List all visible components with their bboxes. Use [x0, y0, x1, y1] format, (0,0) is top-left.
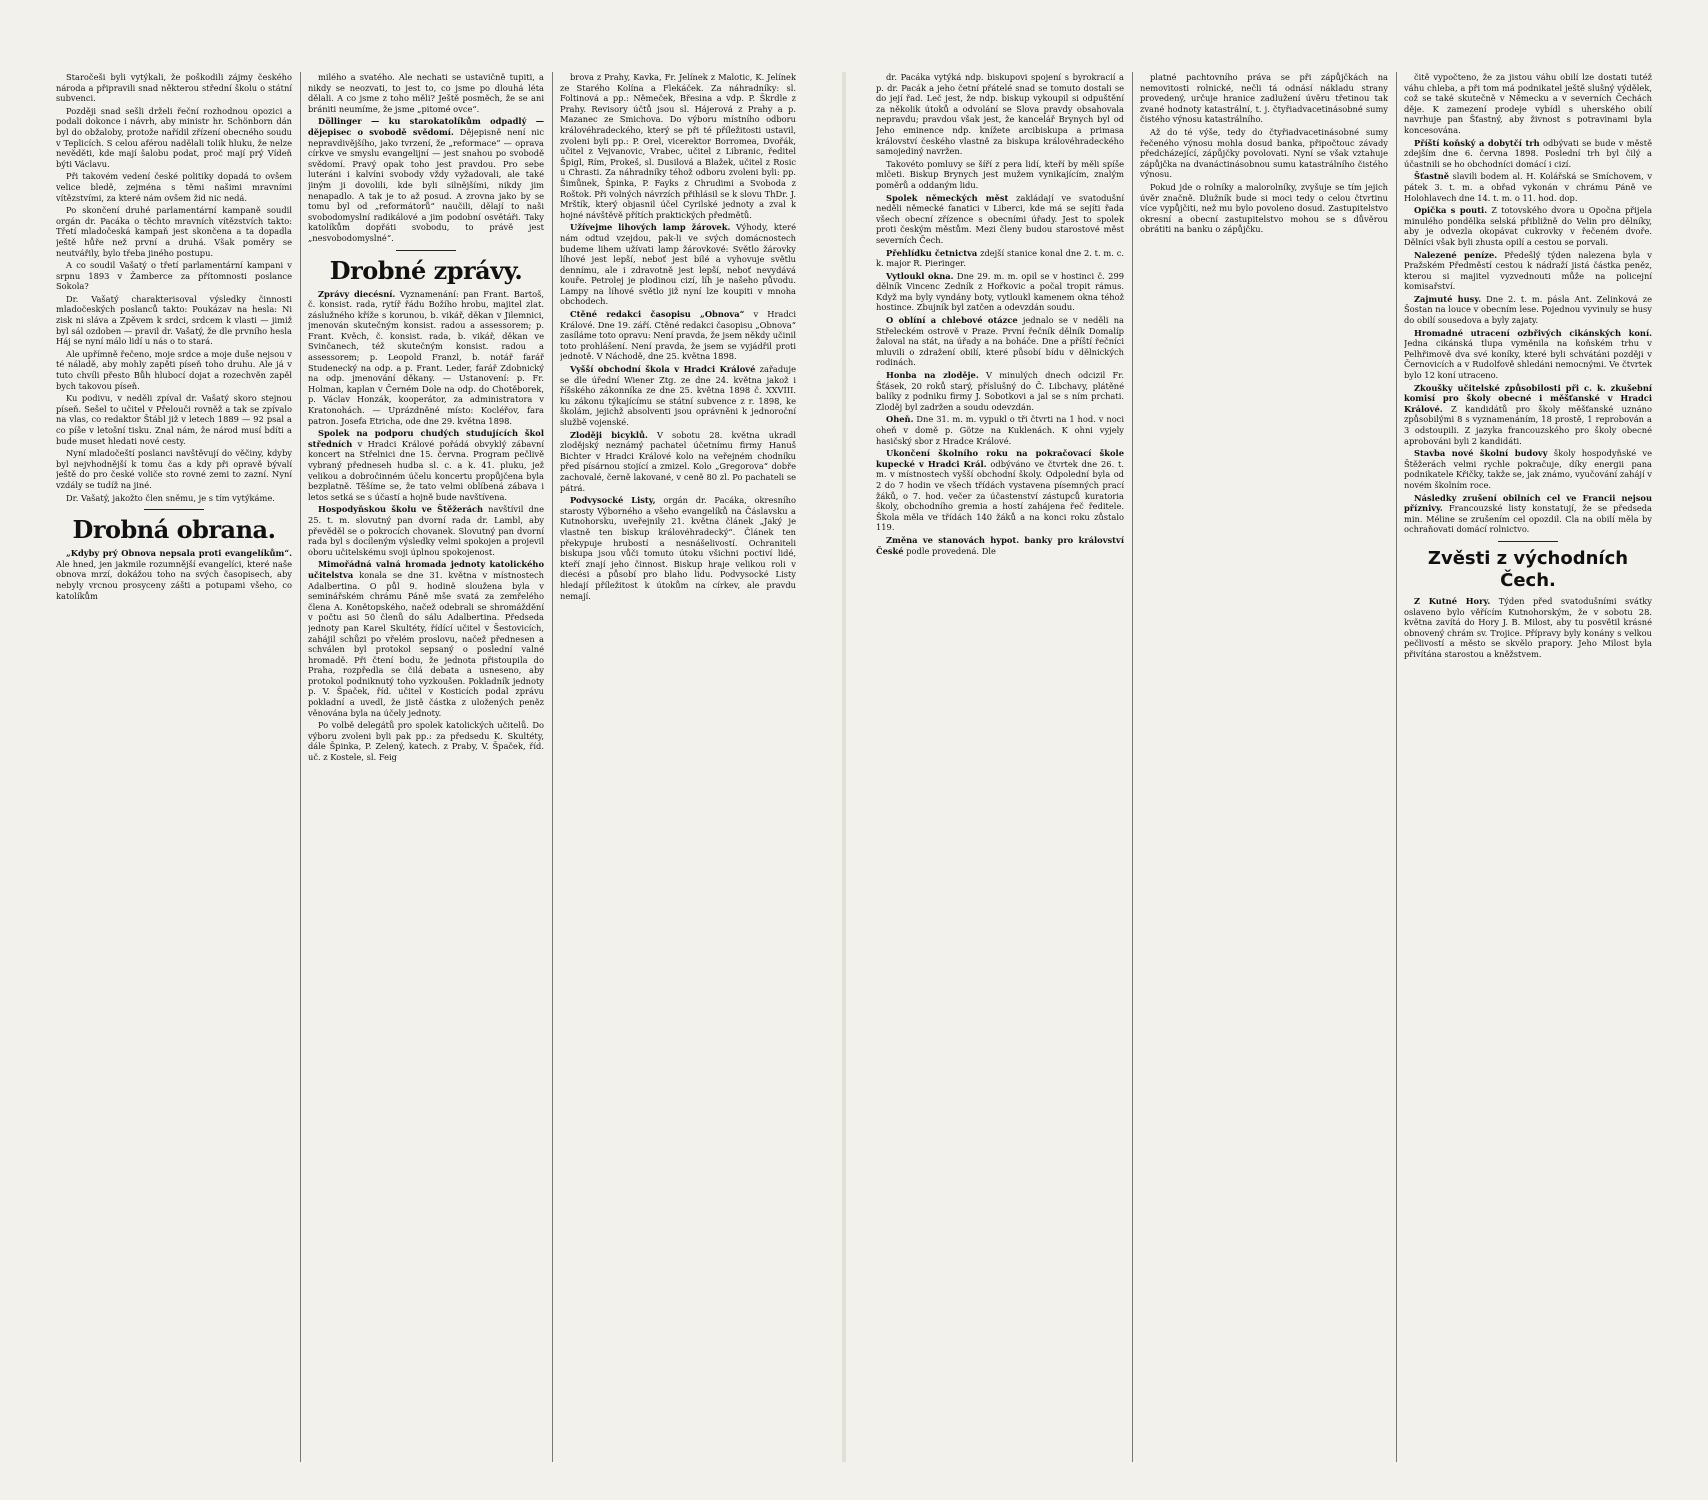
column-rule — [1396, 72, 1397, 1462]
paragraph: platné pachtovního práva se při zápůjčkách na nemovitosti rolnické, nečli tá odnásí nákladu strany provedený, určuje hranice zadlužení úvěru třetinou tak zvané hodnoty katastrální, t. j. čtyřiadvacetinásobné sumy čistého výnosu katastrálního. — [1140, 72, 1388, 125]
article-text: V sobotu 28. května ukradl zlodějský neznámý pachatel účetnímu firmy Hanuš Bichter v Hradci Králové kolo na veřejném chodníku před písárnou stojící a zmizel. Kolo „Gregorova“ dobře zachovalé, černě lakované, v ceně 80 zl. Po pachateli se pátrá. — [560, 429, 796, 493]
article — [308, 289, 544, 427]
left-column-2 — [308, 72, 544, 1462]
article — [560, 495, 796, 601]
article-text: v Hradci Králové. Dne 19. září. Ctěné redakci časopisu „Obnova“ zasíláme toto opravu: Není pravda, že jsem někdy učinil toto prohlášení. Není pravda, že jsem se vyjádřil proti jednotě. V Náchodě, dne 25. května 1898. — [560, 309, 796, 362]
article — [560, 309, 796, 362]
article-text: navštívil dne 25. t. m. slovutný pan dvorní rada dr. Lambl, aby převěděl se o pokrocích chovanek. Slovutný pan dvorní rada byl s docíleným výsledky velmi spokojen a projevil oboru učitelskému svoji úplnou spokojenost. — [308, 504, 544, 557]
article-text: orgán dr. Pacáka, okresního starosty Výborného a všeho evangelíků na Čáslavsku a Kutnohorsku, uveřejnily 21. května článek „Jaký je vlastně ten biskup královéhradecký“. Článek ten překypuje hrubostí a nesnášelivostí. Ochraniteli biskupa jsou vůči tomuto útoku všichni poctiví lidé, kteří znají jeho činnost. Biskup hraje velikou roli v diecési a působí pro blaho lidu. Podvysocké Listy hledají příležitost k útokům na církev, ale pravdu nemají. — [560, 495, 796, 601]
right-column-1 — [876, 72, 1124, 1462]
left-column-3 — [560, 72, 796, 1462]
paragraph: Při takovém vedení české politiky dopadá to ovšem velice bledě, zejména s těmi našimi mravními vítězstvími, za které nám ovšem žid nic nedá. — [56, 171, 292, 203]
article-lead: Podvysocké Listy, — [570, 495, 656, 506]
article — [56, 548, 292, 601]
right-page — [876, 72, 1656, 1462]
article-text: slavili bodem al. H. Kolářská se Smíchovem, v pátek 3. t. m. a obřad vykonán v chrámu Páně ve Holohlavech dne 14. t. m. o 11. hod. dop. — [1404, 171, 1652, 203]
article — [1404, 171, 1652, 203]
article-text: Francouzské listy konstatují, že se předseda min. Méline se zrušením cel opozdil. Cla na obilí měla by ochraňovati domácí rolnictvo. — [1404, 503, 1652, 535]
right-column-3 — [1404, 72, 1652, 1462]
article-lead: Vytloukl okna. — [886, 270, 954, 281]
article-lead: Zloději bicyklů. — [570, 429, 648, 440]
article-lead: Šťastně — [1414, 171, 1450, 182]
article — [1404, 328, 1652, 381]
article-lead: Zprávy diecésní. — [318, 288, 396, 299]
article — [560, 222, 796, 307]
article — [876, 448, 1124, 533]
column-rule — [552, 72, 553, 1462]
article-text: zařaduje se dle úřední Wiener Ztg. ze dne 24. května jakož i říšského zákonníka ze dne 25. května 1898 č. XXVIII. ku zákonu týkajícímu se státní subvence z r. 1898, ke školám, jejichž absolventi jsou oprávněni k jednoroční službě vojenské. — [560, 364, 796, 427]
separator-rule — [396, 250, 456, 251]
left-column-1 — [56, 72, 292, 1462]
paragraph: Dr. Vašatý, jakožto člen sněmu, je s tím vytýkáme. — [66, 492, 275, 503]
article-text: Výhody, které nám odtud vzejdou, pak-li ve svých domácnostech budeme lihem užívati lamp žárovkové: Světlo žárovky líhové jest lepší, neboť jest bílé a vyhovuje světlu dennímu, ale i zdravotně jest lepší, neboť nevydává kouře. Petrolej je plodinou cizí, líh je našeho původu. Lampy na líhové světlo již nyní lze koupiti v mnoha obchodech. — [560, 222, 796, 307]
paragraph: Až do té výše, tedy do čtyřiadvacetinásobné sumy řečeného výnosu mohla dosud banka, připočtouc závady předcházející, zápůjčky povolovati. Nyní se však vztahuje zápůjčka na dvanáctinásobnou sumu katastrálního čistého výnosu. — [1140, 126, 1388, 180]
article — [560, 364, 796, 428]
article — [560, 430, 796, 494]
newspaper-spread — [56, 72, 1656, 1462]
paragraph: milého a svatého. Ale nechati se ustavičně tupiti, a nikdy se neozvati, to jest to, co jsme po dlouhá léta dělali. A co jsme z toho měli? Ještě posměch, že se ani brániti neumíme, že jsme „pitomé ovce“. — [308, 72, 544, 114]
article-lead: Příští koňský a dobytčí trh — [1414, 137, 1540, 148]
paragraph: Ale upřímně řečeno, moje srdce a moje duše nejsou v té náladě, aby mohly zapěti píseň toho druhu. Ale já v tuto chvíli přesto Bůh hlubocí dojat a rozechvěn zapěl bych takovou píseň. — [56, 348, 292, 391]
article — [308, 504, 544, 557]
article-lead: Spolek německých měst — [886, 192, 1009, 203]
article-lead: Změna ve stanovách hypot. banky pro království České — [876, 534, 1124, 556]
article-lead: Nalezené peníze. — [1414, 249, 1498, 260]
article-text: konala se dne 31. května v místnostech Adalbertina. O půl 9. hodině sloužena byla v seminářském chrámu Páně mše svatá za zemřelého člena A. Konětopského, načež odebrali se shromáždění v počtu asi 50 členů do sálu Adalbertina. Předseda jednoty pan Karel Skultéty, řídící učitel v Šestovicích, zahájil schůzi po vřelém proslovu, načež přednesen a schválen byl protokol sepsaný o poslední valné hromadě. Při čtení bodu, že jednota přistoupila do Praha, rozpředla se čilá debata a usneseno, aby protokol podniknutý toho vyzkoušen. Pokladník jednoty p. V. Špaček, říd. učitel v Kosticích podal zprávu pokladní a uvedl, že jistě částka z uložených peněz věnována byla na účely jednoty. — [308, 569, 544, 718]
article-text: Dne 2. t. m. pásla Ant. Zelinková ze Šostan na louce v obecním lese. Pojednou vyvinuly se husy do obilí sousedova a byly zajaty. — [1404, 293, 1652, 326]
article-lead: Oheň. — [886, 414, 914, 425]
article-lead: Z Kutné Hory. — [1414, 595, 1491, 606]
page-fold — [842, 72, 846, 1462]
article — [1404, 205, 1652, 247]
section-heading-drobne-zpravy: Drobné zprávy. — [329, 255, 523, 285]
article — [308, 559, 544, 718]
paragraph: Takovéto pomluvy se šíří z pera lidí, kteří by měli spíše mlčeti. Biskup Brynych jest mužem vynikajícím, znalým poměrů a oddaným lidu. — [876, 158, 1124, 190]
article — [1404, 250, 1652, 292]
article — [308, 116, 544, 243]
paragraph: Později snad sešli drželi řeční rozhodnou opozici a podali dokonce i návrh, aby ministr hr. Schönborn dán byl do obžaloby, protože nařídil zřízení obecného soudu v Teplicích. S celou aférou nadělali tolik hluku, že nelze nevěděti, kde mají šalobu podat, proč mají prý Vídeň býti Václavu. — [56, 105, 292, 169]
article-text: Jedna cikánská tlupa vyměnila na koňském trhu v Pelhřimově dva své koníky, které byli schvátáni později v Černovicích a v Rudolfově shledáni nemocnými. Ve čtvrtek bylo 12 koní utraceno. — [1404, 338, 1652, 381]
paragraph: Pokud jde o rolníky a malorolníky, zvyšuje se tím jejich úvěr značně. Dlužník bude si moci tedy o celou čtvrtinu více vypůjčiti, než mu bylo povoleno dosud. Zastupitelstvo okresní a obecní zastupitelstvo mohou se s důvěrou obrátiti na banku o zápůjčku. — [1140, 181, 1388, 235]
article-text: zakládají ve svatodušní neděli německé fanatici v Liberci, kde má se sejíti řada všech obecní zřízence s obecními úřady. Jest to spolek proti českým městům. Mezi členy budou starostové měst severních Čech. — [876, 192, 1124, 245]
article-lead: Vyšší obchodní škola v Hradci Králové — [570, 364, 756, 375]
section-heading-zvesti: Zvěsti z východních Čech. — [1427, 547, 1629, 591]
article-text: Týden před svatodušními svátky oslaveno bylo věřícím Kutnohorským, že v sobotu 28. května zavítá do Hory J. B. Milost, aby tu posvětil krásné obnovený chrám sv. Trojice. Přípravy byly konány s velkou pečlivostí a město se skvělo prapory. Jeho Milost byla přivítána starostou a kněžstvem. — [1404, 595, 1652, 659]
article-text: jednalo se v neděli na Střeleckém ostrově v Praze. První řečník dělník Domalíp žaloval na stát, na úřady a na boháče. Dne a příští řečníci mluvili o zdražení obilí, které působí bídu v dělnických rodinách. — [876, 315, 1124, 368]
article-text: Dějepisně není nic nepravdivějšího, jako tvrzení, že „reformace“ — oprava církve ve smyslu evangelijní — jest snahou po svobodě svědomí. Pravý opak toho jest pravdou. Pro sebe luteráni i kalvíni svobody vždy vyžadovali, ale také jiným ji dovolili, kde byli silnějšími, nikdy jim nenapadlo. A tak je to až posud. A zrovna jako by se tomu byl od „reformátorů“ naučili, dělají to naši svobodomyslní radikálové a jim podobní osvětáři. Taky katolíkům dopřáti svobodu, to právě jest „nesvobodomyslné“. — [308, 126, 544, 243]
article — [876, 248, 1124, 269]
section-heading-drobna-obrana: Drobná obrana. — [72, 515, 276, 545]
paragraph: Dr. Vašatý charakterisoval výsledky činnosti mladočeských poslanců takto: Poukázav na hesla: Ni zisk ni sláva a Zpěvem k srdci, srdcem k vlasti — jimiž byl sál ozdoben — pravil dr. Vašatý, že dle prvního hesla Háj se nyní málo lidí u nás o to stará. — [56, 293, 292, 347]
article-text: Z kandidátů pro školy měšťanské uznáno způsobilými 8 s vyznamenáním, 18 prostě, 1 reprobován a 3 odstoupili. Z jazyka francouzského pro školy obecné aprobováni byli 2 kandidáti. — [1404, 403, 1652, 446]
paragraph: čitě vypočteno, že za jistou váhu obilí lze dostati tutéž váhu chleba, a při tom má podnikatel ještě slušný výdělek, což se také skutečně v Německu a v severních Čechách děje. K zamezení prodeje vybídl s uherského obilí navrhuje pan Šťastný, aby živnost s potravinami byla koncesována. — [1404, 72, 1652, 135]
paragraph: Ku podivu, v neděli zpíval dr. Vašatý skoro stejnou píseň. Sešel to učitel v Přelouči rovněž a tak se zpívalo na vlas, co redaktor Štábl již v letech 1889 — 92 psal a co píše v letošní tisku. Znal nám, že národ musí bdíti a bude muset hledati nové cesty. — [56, 393, 292, 446]
article-text: Vyznamenání: pan Frant. Bartoš, č. konsist. rada, rytíř řádu Božího hrobu, majitel zlat. záslužného kříže s korunou, b. vikář, děkan v Jilemnici, jmenován skutečným konsist. radou a assessorem; p. Frant. Kvěch, č. konsist. rada, b. vikář, děkan ve Svinčanech, též skutečným konsist. radou a assessorem; p. Leopold Franzl, b. notář farář Studenecký na odp. a p. Frant. Leder, farář Zdobnický na odp. jmenování děkany. — Ustanovení: p. Fr. Holman, kaplan v Černém Dole na odp. do Chotěborek, p. Václav Honzák, kooperátor, za administratora v Kratonohách. — Uprázdněné místo: Kocléřov, fara patron. Josefa Etricha, ode dne 29. května 1898. — [308, 288, 544, 426]
article — [1404, 448, 1652, 490]
article-lead: Následky zrušení obilních cel ve Francii nejsou příznivy. — [1404, 492, 1652, 514]
column-rule — [300, 72, 301, 1462]
column-rule — [1132, 72, 1133, 1462]
article-lead: Zkoušky učitelské způsobilosti při c. k. zkušební komisí pro školy obecné i měšťanské v Hradci Králové. — [1404, 382, 1652, 414]
separator-rule — [144, 509, 204, 510]
paragraph: Po skončení druhé parlamentární kampaně soudil orgán dr. Pacáka o těchto mravních vítězstvích takto: Třetí mladočeská kampaň jest skončena a ta dopadla ještě hůře než první a druhá. Však poměry se neutvářily, bylo třeba jiného postupu. — [56, 205, 292, 258]
article — [876, 370, 1124, 412]
article — [1404, 383, 1652, 447]
article — [1404, 294, 1652, 326]
paragraph: Staročeši byli vytýkali, že poškodili zájmy českého národa a připravili snad některou střední školu o státní subvenci. — [56, 72, 292, 104]
separator-rule — [1498, 541, 1558, 542]
article-text: zdejší stanice konal dne 2. t. m. c. k. major R. Pieringer. — [876, 247, 1124, 269]
article — [1404, 596, 1652, 660]
article-lead: Přehlídku četnictva — [886, 247, 978, 258]
article-text: Ale hned, jen jakmile rozumnější evangelíci, které naše obnova mrzí, dokážou toho na svých časopisech, aby nebyly vrcnou prosyceny zášti a potupami všeho, co katolíkům — [56, 558, 292, 601]
article — [876, 315, 1124, 368]
article — [876, 535, 1124, 556]
article-lead: Spolek na podporu chudých studujících škol středních — [308, 428, 544, 449]
article-lead: Döllinger — ku starokatolíkům odpadlý — dějepisec o svobodě svědomí. — [308, 116, 544, 137]
article-lead: „Kdyby prý Obnova nepsala proti evangelíkům“. — [66, 548, 292, 559]
article-lead: O oblíní a chlebové otázce — [886, 315, 1018, 326]
article-lead: Zajmuté husy. — [1414, 293, 1482, 304]
article — [876, 193, 1124, 246]
article-lead: Ukončení školního roku na pokračovací škole kupecké v Hradci Král. — [876, 448, 1124, 469]
article-text: v Hradci Králové pořádá obvyklý zábavní koncert na Střelnici dne 15. června. Program pečlivě vybraný předneseh hudba sl. c. a k. 41. pluku, jež velikou a dobročinném účelu koncertu propůjčena byla bezplatně. Těšíme se, že tato velmi oblíbená zábava i letos setká se s účastí a hojně bude navštívena. — [308, 438, 544, 502]
paragraph: dr. Pacáka vytýká ndp. biskupovi spojení s byrokracií a p. dr. Pacák a jeho četní přátelé snad se tomuto dostali se do její řad. Leč jest, že ndp. biskup vykoupil si odpuštění za několik útoků a odvolání se Slova pravdy obsahovala nepravdu; pravdou však jest, že kancelář Brynych byl od Jeho eminence ndp. knížete arcibiskupa a primasa království českého vlastně za biskupa královéhradeckého samojediný navržen. — [876, 72, 1124, 157]
paragraph: A co soudil Vašatý o třetí parlamentární kampani v srpnu 1893 v Žamberce za přítomnosti poslance Sokola? — [56, 260, 292, 292]
article — [308, 428, 544, 502]
article-lead: Stavba nové školní budovy — [1414, 448, 1548, 459]
article — [1404, 138, 1652, 170]
article-lead: Hromadné utracení ozbřivých cikánských koní. — [1414, 327, 1652, 338]
article-text: odbývati se bude v městě zdejším dne 6. června 1898. Poslední trh byl čilý a účastnili se ho obchodníci domácí i cizí. — [1404, 137, 1652, 169]
paragraph: Po volbě delegátů pro spolek katolických učitelů. Do výboru zvoleni byli pak pp.: za předsedu K. Skultéty, dále Špinka, P. Zelený, katech. z Praby, V. Špaček, říd. uč. z Kostele, sl. Feig — [308, 720, 544, 763]
article-text: podle provedená. Dle — [906, 545, 996, 556]
article-text: odbýváno ve čtvrtek dne 26. t. m. v místnostech vyšší obchodní školy. Odpolední byla od 2 do 7 hodin ve všech třídách vystavena písemných prací žáků, o 7. hod. večer za účastenství zástupců kuratoria školy, obchodního gremia a hostí zahájena řeč ředitele. Škola měla ve třídách 140 žáků a na konci roku zůstalo 119. — [876, 458, 1124, 533]
article-text: V minulých dnech odcizil Fr. Šťásek, 20 roků starý, příslušný do Č. Libchavy, plátěné balíky z podniku firmy J. Sobotkovi a jal se s ním prchati. Zloděj byl zadržen a soudu odevzdán. — [876, 370, 1124, 412]
left-page — [56, 72, 816, 1462]
paragraph: brova z Prahy, Kavka, Fr. Jelínek z Malotic, K. Jelínek ze Starého Kolína a Flekáček. Za náhradníky: sl. Foltinová a pp.: Němeček, Břesina a vdp. P. Škrdle z Prahy. Revisory účtů jsou sl. Hájerová z Prahy a p. Mazanec ze Smichova. Do výboru místního odboru královéhradeckého, který se při té příležitosti ustavil, zvoleni byli pp.: P. Orel, vicerektor Borromea, Dvořák, učitel z Vejvanovic, Vrabec, učitel z Libranic, ředitel Špigl, Rím, Prokeš, sl. Dusilová a Blažek, učitel z Rosic u Chrasti. Za náhradníky téhož odboru zvoleni byli: pp. Šimůnek, Špinka, P. Fayks z Chrudimi a Svoboda z Roštok. Při volných návrzích přihlásil se k slovu ThDr. J. Mrštík, který objasnil účel Cyrilské jednoty a zval k hojné návštěvě přítích praktických předmětů. — [560, 72, 796, 220]
article — [876, 271, 1124, 313]
article-text: Dne 29. m. m. opil se v hostinci č. 299 dělník Vincenc Zedník z Hořkovic a počal tropit rámus. Když ma byly vyndány boty, vytloukl kamenem okna téhož hostince. Zbujník byl zatčen a odevzdán soudu. — [876, 270, 1124, 313]
article-lead: Ctěné redakci časopisu „Obnova“ — [570, 309, 745, 320]
article-lead: Opička s pouti. — [1414, 205, 1488, 216]
right-column-2 — [1140, 72, 1388, 1462]
article-lead: Užívejme lihových lamp žárovek. — [570, 222, 731, 233]
paragraph: Nyní mladočeští poslanci navštěvují do věčiny, kdyby byl nejvhodnější k tomu čas a kdy při opravě bývalí ještě do pro české voliče sto rovné zemi to zazní. Nyní vzdály se tudíž na jiné. — [56, 448, 292, 490]
article — [876, 414, 1124, 446]
article-lead: Honba na zloděje. — [886, 370, 979, 381]
article-lead: Mimořádná valná hromada jednoty katolického učitelstva — [308, 559, 544, 580]
article — [1404, 493, 1652, 535]
article-text: Dne 31. m. m. vypukl o tři čtvrti na 1 hod. v noci oheň v domě p. Götze na Kuklenách. K ohni vyjely hasičský sbor z Hradce Králové. — [876, 414, 1124, 446]
article-text: školy hospodyňské ve Štěžerách velmi rychle pokračuje, díky energii pana podnikatele Křičky, takže se, jak známo, vyučování zahájí v novém školním roce. — [1404, 448, 1652, 490]
article-text: Z totovského dvora u Opočna přijela minulého pondělka selská přibližně do Velin pro dělníky, aby je odvezla okopávat cukrovky v řečeném dvoře. Dělníci však byli zhusta opilí a cestou se porvali. — [1404, 205, 1652, 247]
article-lead: Hospodyňskou školu ve Štěžerách — [318, 504, 484, 515]
article-text: Předešlý týden nalezena byla v Pražském Předměstí cestou k nádraží jistá částka peněz, kterou si majitel vyzvednouti může na policejní komisařství. — [1404, 249, 1652, 292]
